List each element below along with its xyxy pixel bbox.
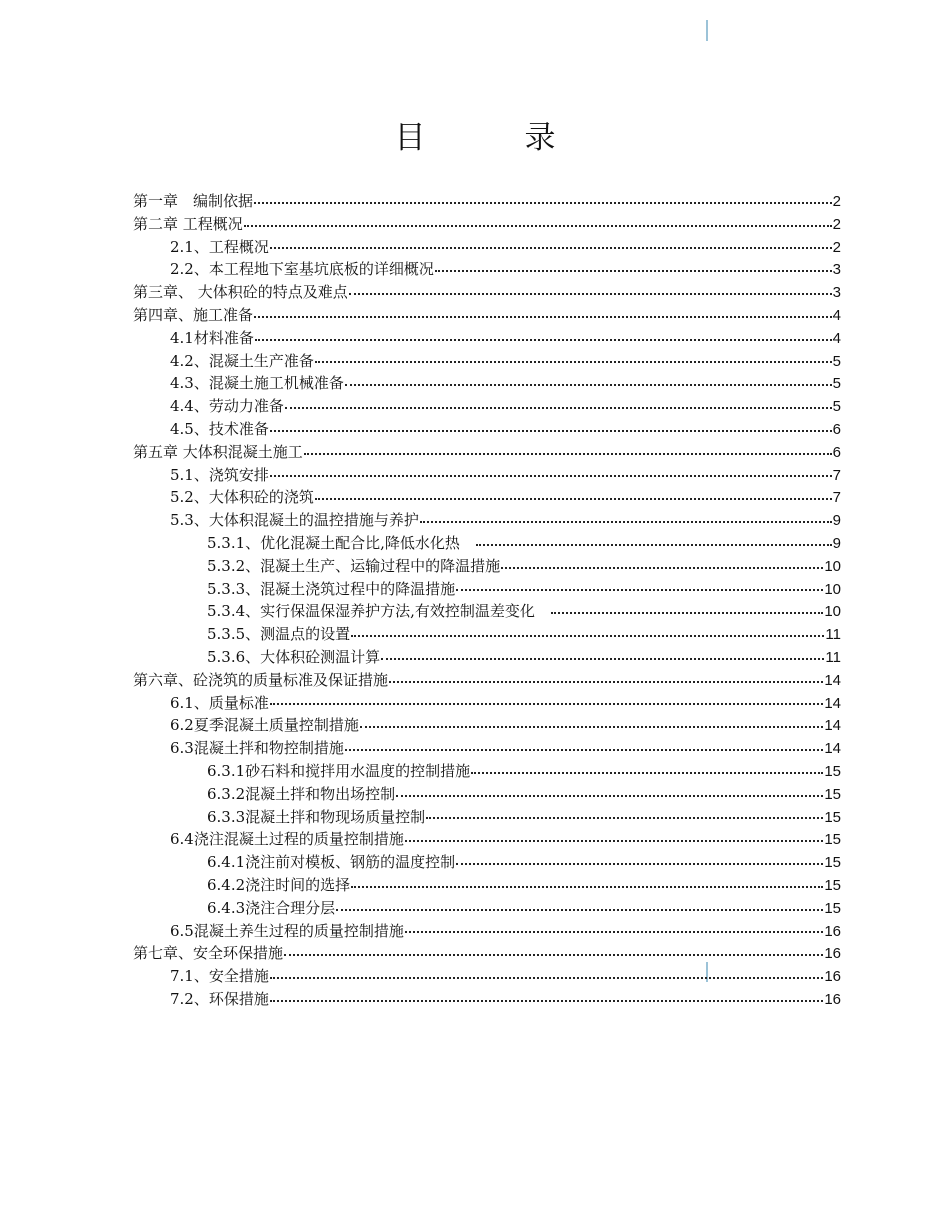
toc-entry[interactable]: [133, 737, 841, 760]
toc-entry-title: 4.5、技术准备: [170, 419, 269, 438]
toc-leader-dots: [551, 612, 823, 614]
toc-entry-title: 6.3.3混凝土拌和物现场质量控制: [207, 807, 426, 826]
toc-entry-title: 5.3.4、实行保温保湿养护方法,有效控制温差变化: [207, 602, 550, 621]
toc-entry[interactable]: [133, 828, 841, 851]
toc-entry[interactable]: [133, 942, 841, 965]
toc-entry-title: 第四章、施工准备: [133, 305, 254, 324]
toc-entry[interactable]: [133, 464, 841, 487]
toc-entry-title: 6.4.2浇注时间的选择: [207, 875, 351, 894]
toc-entry-title: 第五章 大体积混凝土施工: [133, 442, 303, 461]
toc-page-number: 6: [832, 443, 841, 461]
toc-leader-dots: [315, 498, 832, 500]
toc-entry-title: 6.3混凝土拌和物控制措施: [170, 739, 344, 758]
text-cursor-mark: [706, 20, 708, 41]
toc-leader-dots: [284, 954, 823, 956]
toc-page-number: 5: [832, 398, 841, 416]
toc-page-number: 4: [832, 306, 841, 324]
toc-leader-dots: [349, 293, 832, 295]
toc-entry[interactable]: [133, 555, 841, 578]
toc-leader-dots: [270, 430, 832, 432]
toc-leader-dots: [360, 726, 823, 728]
toc-leader-dots: [456, 589, 823, 591]
toc-entry-title: 2.2、本工程地下室基坑底板的详细概况: [170, 260, 434, 279]
toc-leader-dots: [381, 658, 824, 660]
toc-entry-title: 5.3.2、混凝土生产、运输过程中的降温措施: [207, 556, 501, 575]
toc-leader-dots: [270, 1000, 823, 1002]
toc-entry-title: 6.1、质量标准: [170, 693, 269, 712]
toc-leader-dots: [270, 703, 823, 705]
toc-page-number: 16: [824, 968, 841, 986]
toc-leader-dots: [351, 886, 823, 888]
toc-leader-dots: [426, 817, 823, 819]
toc-entry[interactable]: [133, 965, 841, 988]
toc-entry[interactable]: [133, 304, 841, 327]
toc-entry[interactable]: [133, 350, 841, 373]
toc-entry[interactable]: [133, 920, 841, 943]
toc-entry[interactable]: [133, 213, 841, 236]
toc-page-number: 2: [832, 215, 841, 233]
toc-entry[interactable]: [133, 692, 841, 715]
toc-entry[interactable]: [133, 486, 841, 509]
toc-entry[interactable]: [133, 851, 841, 874]
toc-page-number: 16: [824, 990, 841, 1008]
toc-entry-title: 4.1材料准备: [170, 328, 254, 347]
toc-entry-title: 5.1、浇筑安排: [170, 465, 269, 484]
toc-leader-dots: [405, 931, 823, 933]
toc-entry-title: 5.3.5、测温点的设置: [207, 625, 351, 644]
toc-leader-dots: [351, 635, 824, 637]
toc-entry[interactable]: [133, 441, 841, 464]
toc-leader-dots: [345, 749, 823, 751]
toc-entry-title: 4.4、劳动力准备: [170, 397, 284, 416]
toc-leader-dots: [255, 339, 832, 341]
toc-entry-title: 第三章、 大体积砼的特点及难点: [133, 283, 348, 302]
toc-entry[interactable]: [133, 783, 841, 806]
toc-page-number: 7: [832, 466, 841, 484]
toc-entry-title: 第六章、砼浇筑的质量标准及保证措施: [133, 670, 389, 689]
toc-page-number: 3: [832, 261, 841, 279]
toc-entry-title: 第七章、安全环保措施: [133, 944, 284, 963]
toc-page-number: 2: [832, 238, 841, 256]
toc-entry[interactable]: [133, 372, 841, 395]
toc-entry-title: 6.5混凝土养生过程的质量控制措施: [170, 921, 404, 940]
toc-page-number: 15: [824, 899, 841, 917]
toc-page-number: 6: [832, 420, 841, 438]
toc-entry[interactable]: [133, 988, 841, 1011]
toc-page-number: 15: [824, 762, 841, 780]
toc-entry-title: 5.3.1、优化混凝土配合比,降低水化热: [207, 533, 475, 552]
toc-entry-title: 5.3.3、混凝土浇筑过程中的降温措施: [207, 579, 456, 598]
toc-entry[interactable]: [133, 327, 841, 350]
toc-leader-dots: [254, 202, 832, 204]
toc-entry[interactable]: [133, 395, 841, 418]
toc-page-number: 5: [832, 375, 841, 393]
toc-leader-dots: [501, 567, 823, 569]
toc-leader-dots: [285, 407, 832, 409]
toc-entry-title: 7.2、环保措施: [170, 989, 269, 1008]
toc-entry-title: 4.3、混凝土施工机械准备: [170, 374, 344, 393]
toc-leader-dots: [244, 225, 832, 227]
toc-entry[interactable]: [133, 281, 841, 304]
page-title: 目 录: [394, 120, 590, 156]
toc-leader-dots: [396, 795, 823, 797]
toc-leader-dots: [405, 840, 823, 842]
toc-leader-dots: [420, 521, 832, 523]
toc-page-number: 15: [824, 785, 841, 803]
toc-leader-dots: [270, 475, 832, 477]
toc-entry[interactable]: [133, 897, 841, 920]
toc-entry[interactable]: [133, 623, 841, 646]
toc-page-number: 5: [832, 352, 841, 370]
toc-entry[interactable]: [133, 578, 841, 601]
toc-leader-dots: [336, 909, 823, 911]
toc-entry-title: 6.3.2混凝土拌和物出场控制: [207, 784, 396, 803]
toc-leader-dots: [456, 863, 823, 865]
toc-page-number: 10: [824, 557, 841, 575]
toc-page-number: 14: [824, 740, 841, 758]
toc-entry[interactable]: [133, 509, 841, 532]
toc-entry-title: 第二章 工程概况: [133, 214, 243, 233]
toc-entry[interactable]: [133, 806, 841, 829]
toc-page-number: 14: [824, 671, 841, 689]
toc-page-number: 3: [832, 284, 841, 302]
toc-entry-title: 5.2、大体积砼的浇筑: [170, 488, 314, 507]
toc-entry-title: 第一章 编制依据: [133, 192, 254, 210]
toc-page-number: 2: [832, 193, 841, 210]
toc-page-number: 15: [824, 808, 841, 826]
toc-leader-dots: [254, 316, 832, 318]
toc-page-number: 7: [832, 489, 841, 507]
toc-entry-title: 2.1、工程概况: [170, 237, 269, 256]
toc-entry[interactable]: [133, 418, 841, 441]
toc-entry-title: 5.3.6、大体积砼测温计算: [207, 647, 381, 666]
toc-leader-dots: [270, 247, 832, 249]
toc-page-number: 11: [825, 648, 841, 666]
toc-entry-title: 6.3.1砂石料和搅拌用水温度的控制措施: [207, 761, 471, 780]
toc-page-number: 15: [824, 854, 841, 872]
toc-entry-title: 7.1、安全措施: [170, 967, 269, 986]
table-of-contents: [133, 190, 841, 1011]
toc-entry[interactable]: [133, 236, 841, 259]
toc-entry-title: 4.2、混凝土生产准备: [170, 351, 314, 370]
toc-leader-dots: [270, 977, 823, 979]
toc-leader-dots: [345, 384, 832, 386]
toc-entry[interactable]: [133, 669, 841, 692]
toc-leader-dots: [389, 681, 823, 683]
toc-page-number: 10: [824, 580, 841, 598]
toc-page-number: 9: [832, 512, 841, 530]
toc-entry[interactable]: [133, 532, 841, 555]
toc-entry[interactable]: [133, 874, 841, 897]
toc-entry[interactable]: [133, 258, 841, 281]
toc-page-number: 16: [824, 922, 841, 940]
toc-page-number: 15: [824, 876, 841, 894]
toc-entry[interactable]: [133, 600, 841, 623]
toc-entry-title: 6.4.3浇注合理分层: [207, 898, 336, 917]
toc-leader-dots: [304, 453, 832, 455]
toc-leader-dots: [315, 361, 832, 363]
toc-entry-title: 6.2夏季混凝土质量控制措施: [170, 716, 359, 735]
toc-page-number: 4: [832, 329, 841, 347]
toc-entry[interactable]: [133, 714, 841, 737]
toc-entry[interactable]: [133, 190, 841, 213]
toc-entry[interactable]: [133, 646, 841, 669]
toc-page-number: 11: [825, 626, 841, 644]
toc-page-number: 15: [824, 831, 841, 849]
toc-entry[interactable]: [133, 760, 841, 783]
toc-leader-dots: [435, 270, 832, 272]
toc-entry-title: 5.3、大体积混凝土的温控措施与养护: [170, 511, 419, 530]
toc-page-number: 14: [824, 717, 841, 735]
toc-page-number: 14: [824, 694, 841, 712]
toc-page-number: 9: [832, 534, 841, 552]
toc-page-number: 10: [824, 603, 841, 621]
toc-page-number: 16: [824, 945, 841, 963]
toc-entry-title: 6.4浇注混凝土过程的质量控制措施: [170, 830, 404, 849]
toc-leader-dots: [476, 544, 832, 546]
toc-leader-dots: [471, 772, 823, 774]
toc-entry-title: 6.4.1浇注前对模板、钢筋的温度控制: [207, 853, 456, 872]
